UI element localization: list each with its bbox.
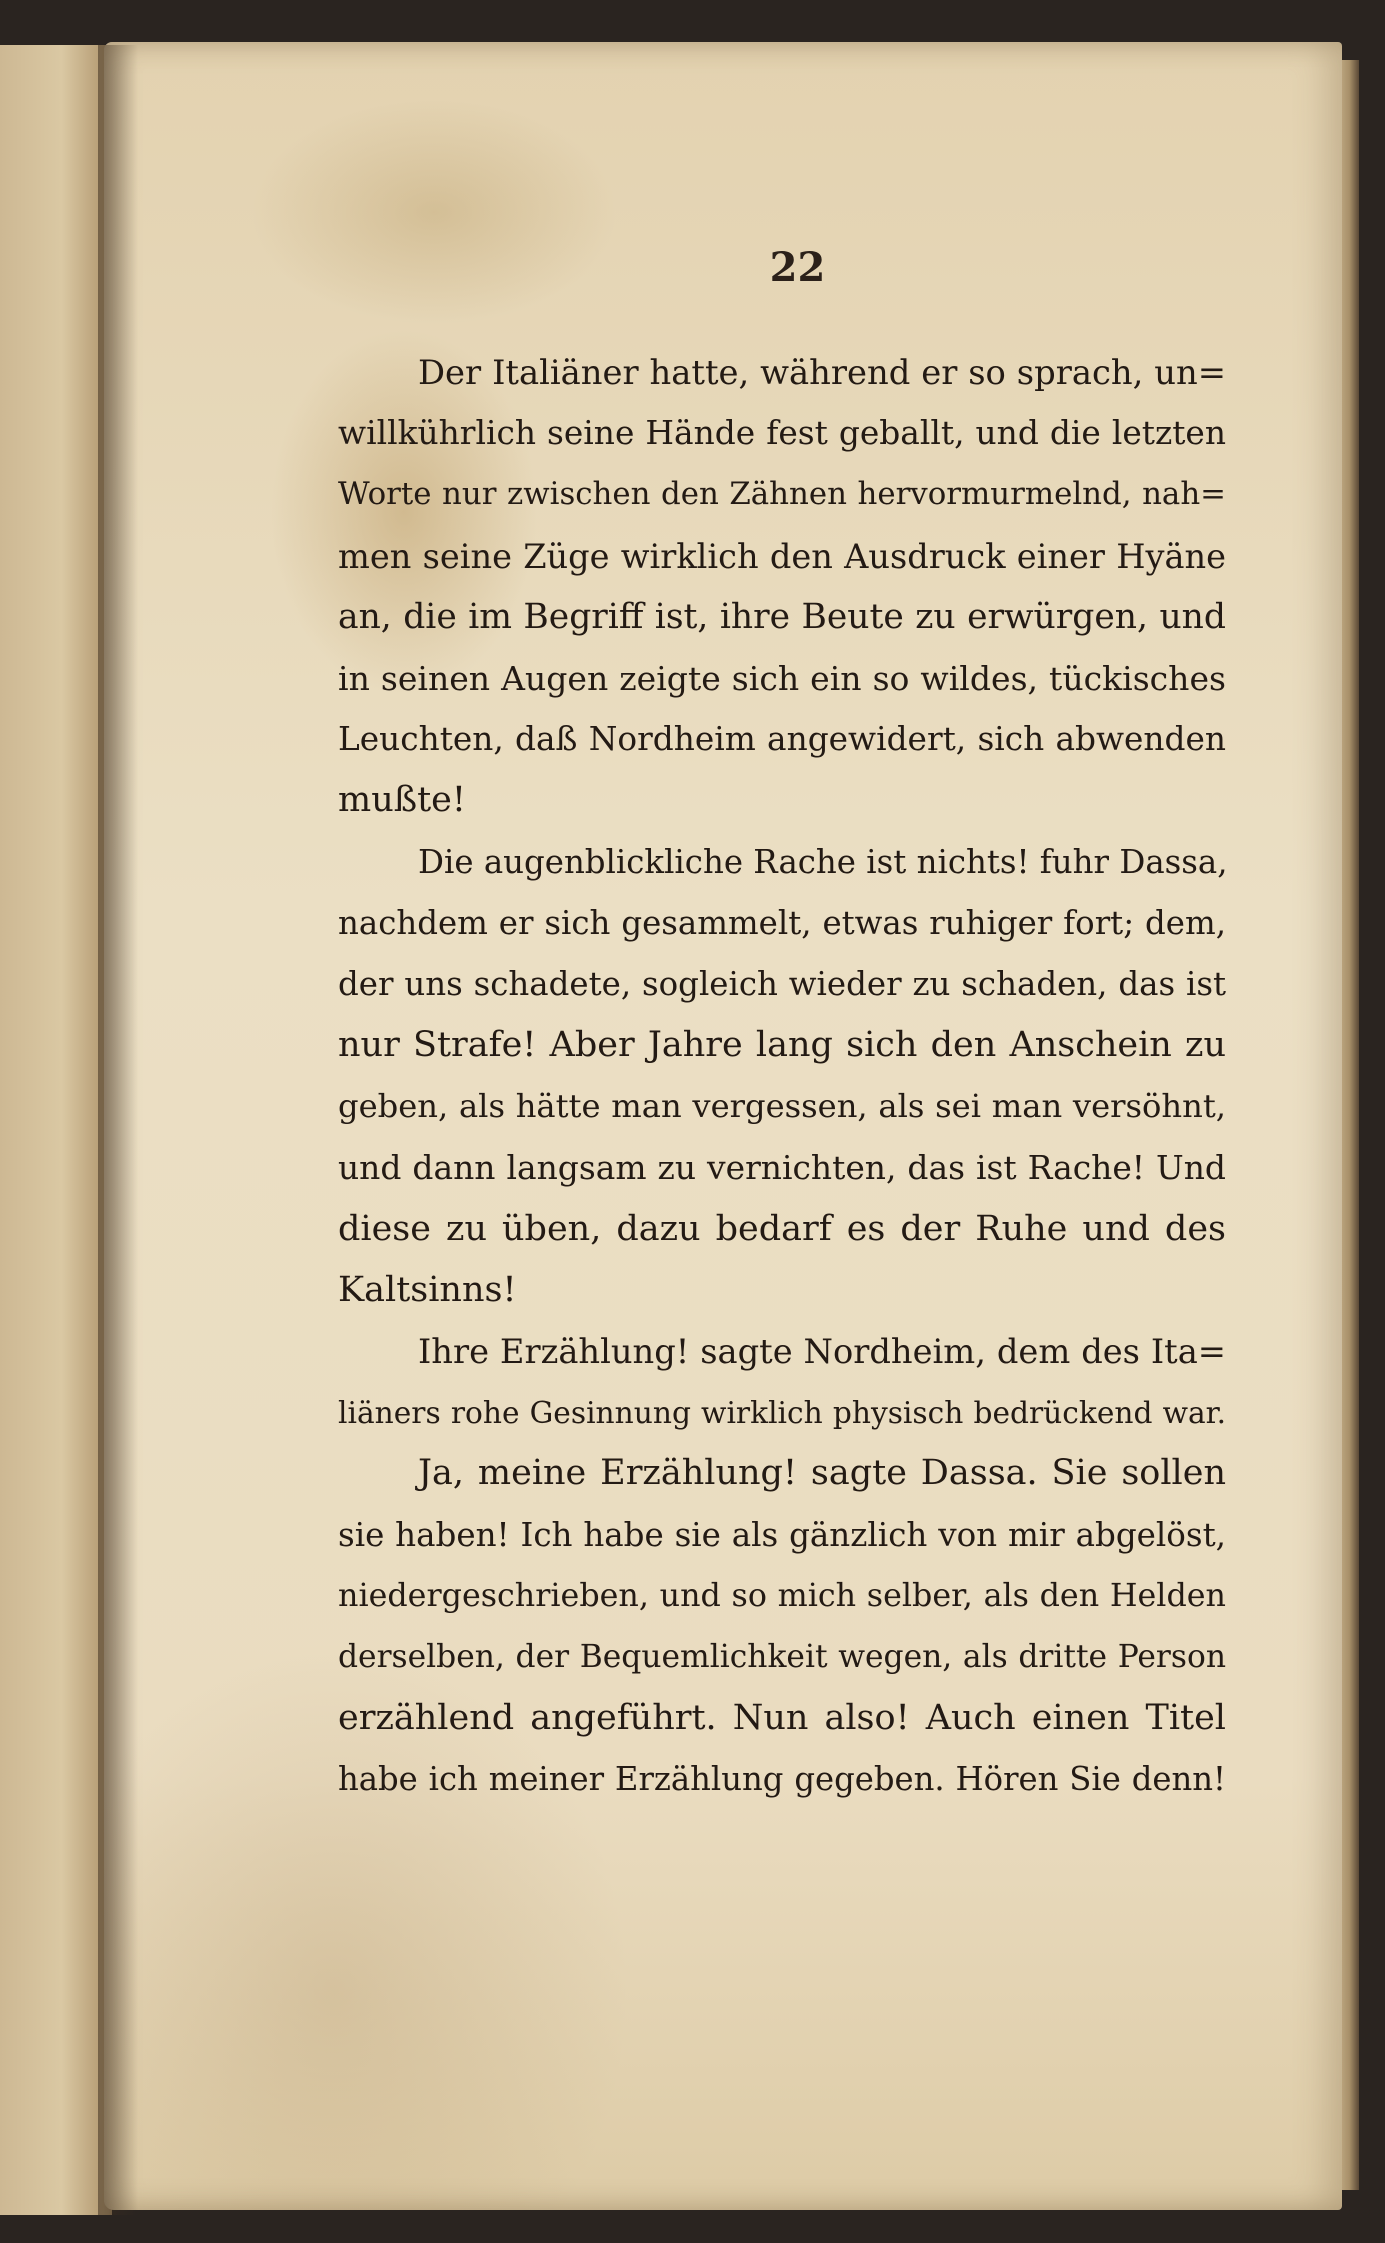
text-line: nachdem er sich gesammelt, etwas ruhiger fort; dem, — [338, 903, 1226, 942]
text-line: Die augenblickliche Rache ist nichts! fuhr Dassa, — [418, 842, 1228, 881]
text-line: mußte! — [338, 780, 466, 821]
page-number: 22 — [769, 244, 826, 291]
text-line: in seinen Augen zeigte sich ein so wildes, tückisches — [338, 658, 1226, 698]
text-line: Kaltsinns! — [338, 1269, 517, 1310]
text-line: willkührlich seine Hände fest geballt, und die letzten — [338, 414, 1226, 453]
text-line: diese zu üben, dazu bedarf es der Ruhe und des — [338, 1208, 1226, 1249]
text-line: Leuchten, daß Nordheim angewidert, sich abwenden — [338, 720, 1226, 759]
text-line: Worte nur zwischen den Zähnen hervormurmelnd, nah= — [338, 476, 1226, 513]
facing-page-edge — [0, 45, 112, 2215]
text-line: sie haben! Ich habe sie als gänzlich von mir abgelöst, — [338, 1515, 1226, 1554]
text-line: men seine Züge wirklich den Ausdruck einer Hyäne — [338, 536, 1226, 576]
text-line: derselben, der Bequemlichkeit wegen, als dritte Person — [338, 1638, 1226, 1675]
text-line: der uns schadete, sogleich wieder zu schaden, das ist — [338, 964, 1226, 1003]
book-spine-shadow — [98, 45, 138, 2215]
text-line: Der Italiäner hatte, während er so sprach, un= — [418, 353, 1226, 392]
body-text — [338, 342, 1226, 1811]
text-line: geben, als hätte man vergessen, als sei man versöhnt, — [338, 1087, 1226, 1126]
text-line: liäners rohe Gesinnung wirklich physisch bedrückend war. — [338, 1395, 1226, 1431]
text-line: und dann langsam zu vernichten, das ist Rache! Und — [338, 1148, 1226, 1188]
text-line: Ja, meine Erzählung! sagte Dassa. Sie sollen — [418, 1453, 1226, 1494]
text-line: Ihre Erzählung! sagte Nordheim, dem des Ita= — [418, 1332, 1226, 1371]
text-line: an, die im Begriff ist, ihre Beute zu erwürgen, und — [338, 596, 1226, 637]
text-line: niedergeschrieben, und so mich selber, als den Helden — [338, 1577, 1226, 1614]
text-line: nur Strafe! Aber Jahre lang sich den Anschein zu — [338, 1025, 1226, 1066]
text-line: habe ich meiner Erzählung gegeben. Hören Sie denn! — [338, 1760, 1226, 1799]
text-line: erzählend angeführt. Nun also! Auch einen Titel — [338, 1698, 1226, 1739]
